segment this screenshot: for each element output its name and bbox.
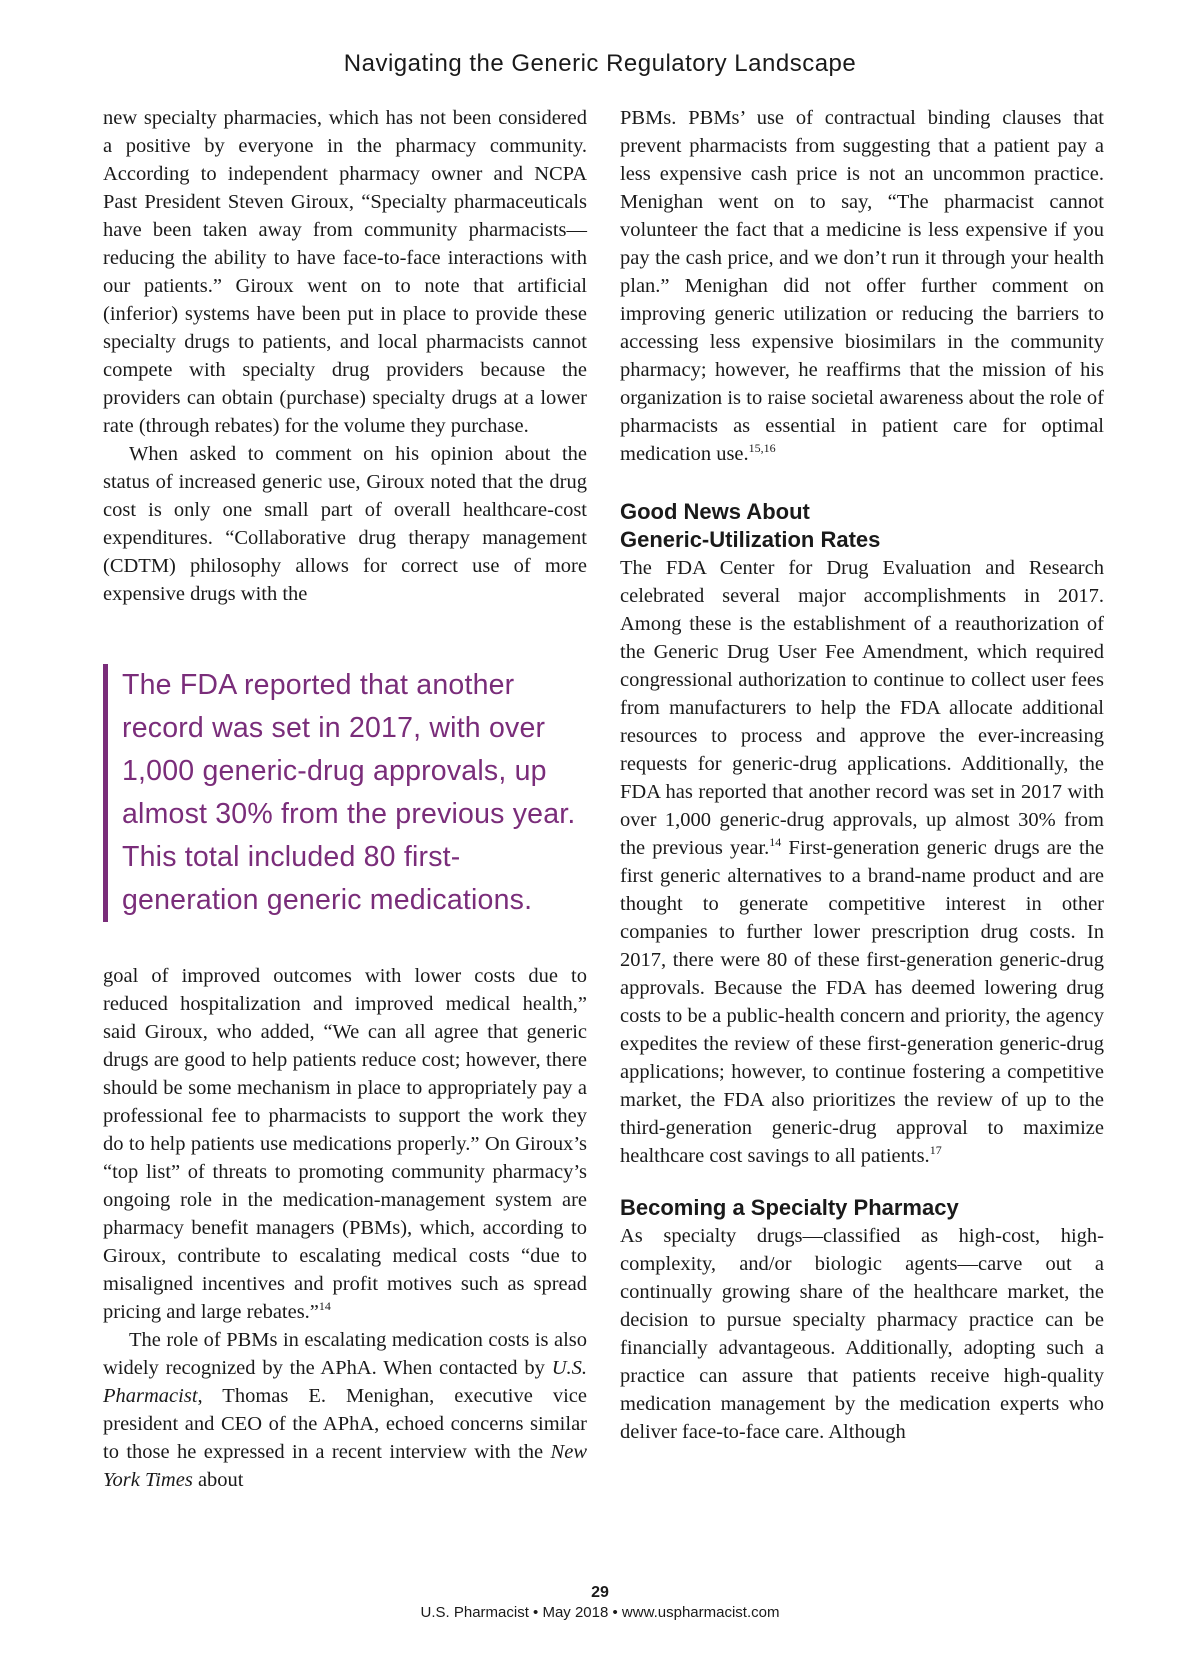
body-paragraph: [103, 1326, 587, 1494]
publication-line: U.S. Pharmacist • May 2018 • www.uspharmacist.com: [420, 1604, 780, 1621]
paragraph-text: PBMs. PBMs’ use of contractual binding clauses that prevent pharmacists from suggesting that a patient pay a less expensive cash price is not an uncommon practice. Menighan went on to say, “The pharmacist cannot volunteer the fact that a medicine is less expensive if you pay the cash price, and we don’t run it through your health plan.” Menighan did not offer further comment on improving generic utilization or reducing the barriers to accessing less expensive biosimilars in the community pharmacy; however, he reaffirms that the mission of his organization is to raise societal awareness about the role of pharmacists as essential in patient care for optimal medication use.: [620, 107, 1104, 465]
right-column: [620, 104, 1104, 1446]
section-heading: [620, 498, 1104, 554]
body-paragraph: As specialty drugs—classified as high-cost, high-complexity, and/or biologic agents—carve out a continually growing share of the healthcare market, the decision to pursue specialty pharmacy practice can be financially advantageous. Additionally, adopting such a practice can assure that patients receive high-quality medication management by the medication experts who deliver face-to-face care. Although: [620, 1225, 1104, 1443]
body-paragraph: [620, 554, 1104, 1170]
body-paragraph: [103, 962, 587, 1326]
paragraph-text: goal of improved outcomes with lower costs due to reduced hospitalization and improved medical health,” said Giroux, who added, “We can all agree that generic drugs are good to help patients reduce cost; however, there should be some mechanism in place to appropriately pay a professional fee to pharmacists to support the work they do to help patients use medications properly.” On Giroux’s “top list” of threats to promoting community pharmacy’s ongoing role in the medication-management system are pharmacy benefit managers (PBMs), which, according to Giroux, contribute to escalating medical costs “due to misaligned incentives and profit motives such as spread pricing and large rebates.”: [103, 965, 587, 1323]
section-heading-line: Good News About: [620, 499, 810, 524]
reference-superscript: 14: [769, 835, 782, 850]
paragraph-text: , Thomas E. Menighan, executive vice president and CEO of the APhA, echoed concerns similar to those he expressed in a recent interview with the: [103, 1385, 587, 1463]
paragraph-text: The role of PBMs in escalating medication costs is also widely recognized by the APhA. When contacted by: [103, 1329, 587, 1379]
left-column: [103, 104, 587, 1494]
body-paragraph: [620, 104, 1104, 468]
body-paragraph: new specialty pharmacies, which has not been considered a positive by everyone in the pharmacy community. According to independent pharmacy owner and NCPA Past President Steven Giroux, “Specialty pharmaceuticals have been taken away from community pharmacists—reducing the ability to have face-to-face interactions with our patients.” Giroux went on to note that artificial (inferior) systems have been put in place to provide these specialty drugs to patients, and local pharmacists cannot compete with specialty drug providers because the providers can obtain (purchase) specialty drugs at a lower rate (through rebates) for the volume they purchase.: [103, 107, 587, 437]
page-footer: [0, 1583, 1200, 1623]
italic-title: U.S. Pharmacist: [103, 1357, 587, 1407]
section-heading-line: Generic-Utilization Rates: [620, 527, 881, 552]
reference-superscript: 14: [318, 1299, 331, 1314]
reference-superscript: 17: [929, 1143, 942, 1158]
reference-superscript: 15,16: [748, 441, 776, 456]
page-number: 29: [591, 1584, 609, 1601]
paragraph-text: First-generation generic drugs are the first generic alternatives to a brand-name product and are thought to generate competitive interest in other companies to further lower prescription drug costs. In 2017, there were 80 of these first-generation generic-drug approvals. Because the FDA has deemed lowering drug costs to be a public-health concern and priority, the agency expedites the review of these first-generation generic-drug applications; however, to continue fostering a competitive market, the FDA also prioritizes the review of up to the third-generation generic-drug approval to maximize healthcare cost savings to all patients.: [620, 837, 1104, 1167]
paragraph-text: about: [192, 1469, 244, 1491]
italic-title: New York Times: [103, 1441, 587, 1491]
pull-quote: The FDA reported that another record was set in 2017, with over 1,000 generic-drug approvals, up almost 30% from the previous year. This total included 80 first-generation generic medications.: [103, 664, 587, 922]
section-heading: Becoming a Specialty Pharmacy: [620, 1195, 959, 1220]
body-paragraph: When asked to comment on his opinion about the status of increased generic use, Giroux noted that the drug cost is only one small part of overall healthcare-cost expenditures. “Collaborative drug therapy management (CDTM) philosophy allows for correct use of more expensive drugs with the: [103, 443, 587, 605]
running-title: Navigating the Generic Regulatory Landscape: [343, 50, 857, 77]
paragraph-text: The FDA Center for Drug Evaluation and Research celebrated several major accomplishments in 2017. Among these is the establishment of a reauthorization of the Generic Drug User Fee Amendment, which required congressional authorization to continue to collect user fees from manufacturers to help the FDA allocate additional resources to process and approve the ever-increasing requests for generic-drug applications. Additionally, the FDA has reported that another record was set in 2017 with over 1,000 generic-drug approvals, up almost 30% from the previous year.: [620, 557, 1104, 859]
